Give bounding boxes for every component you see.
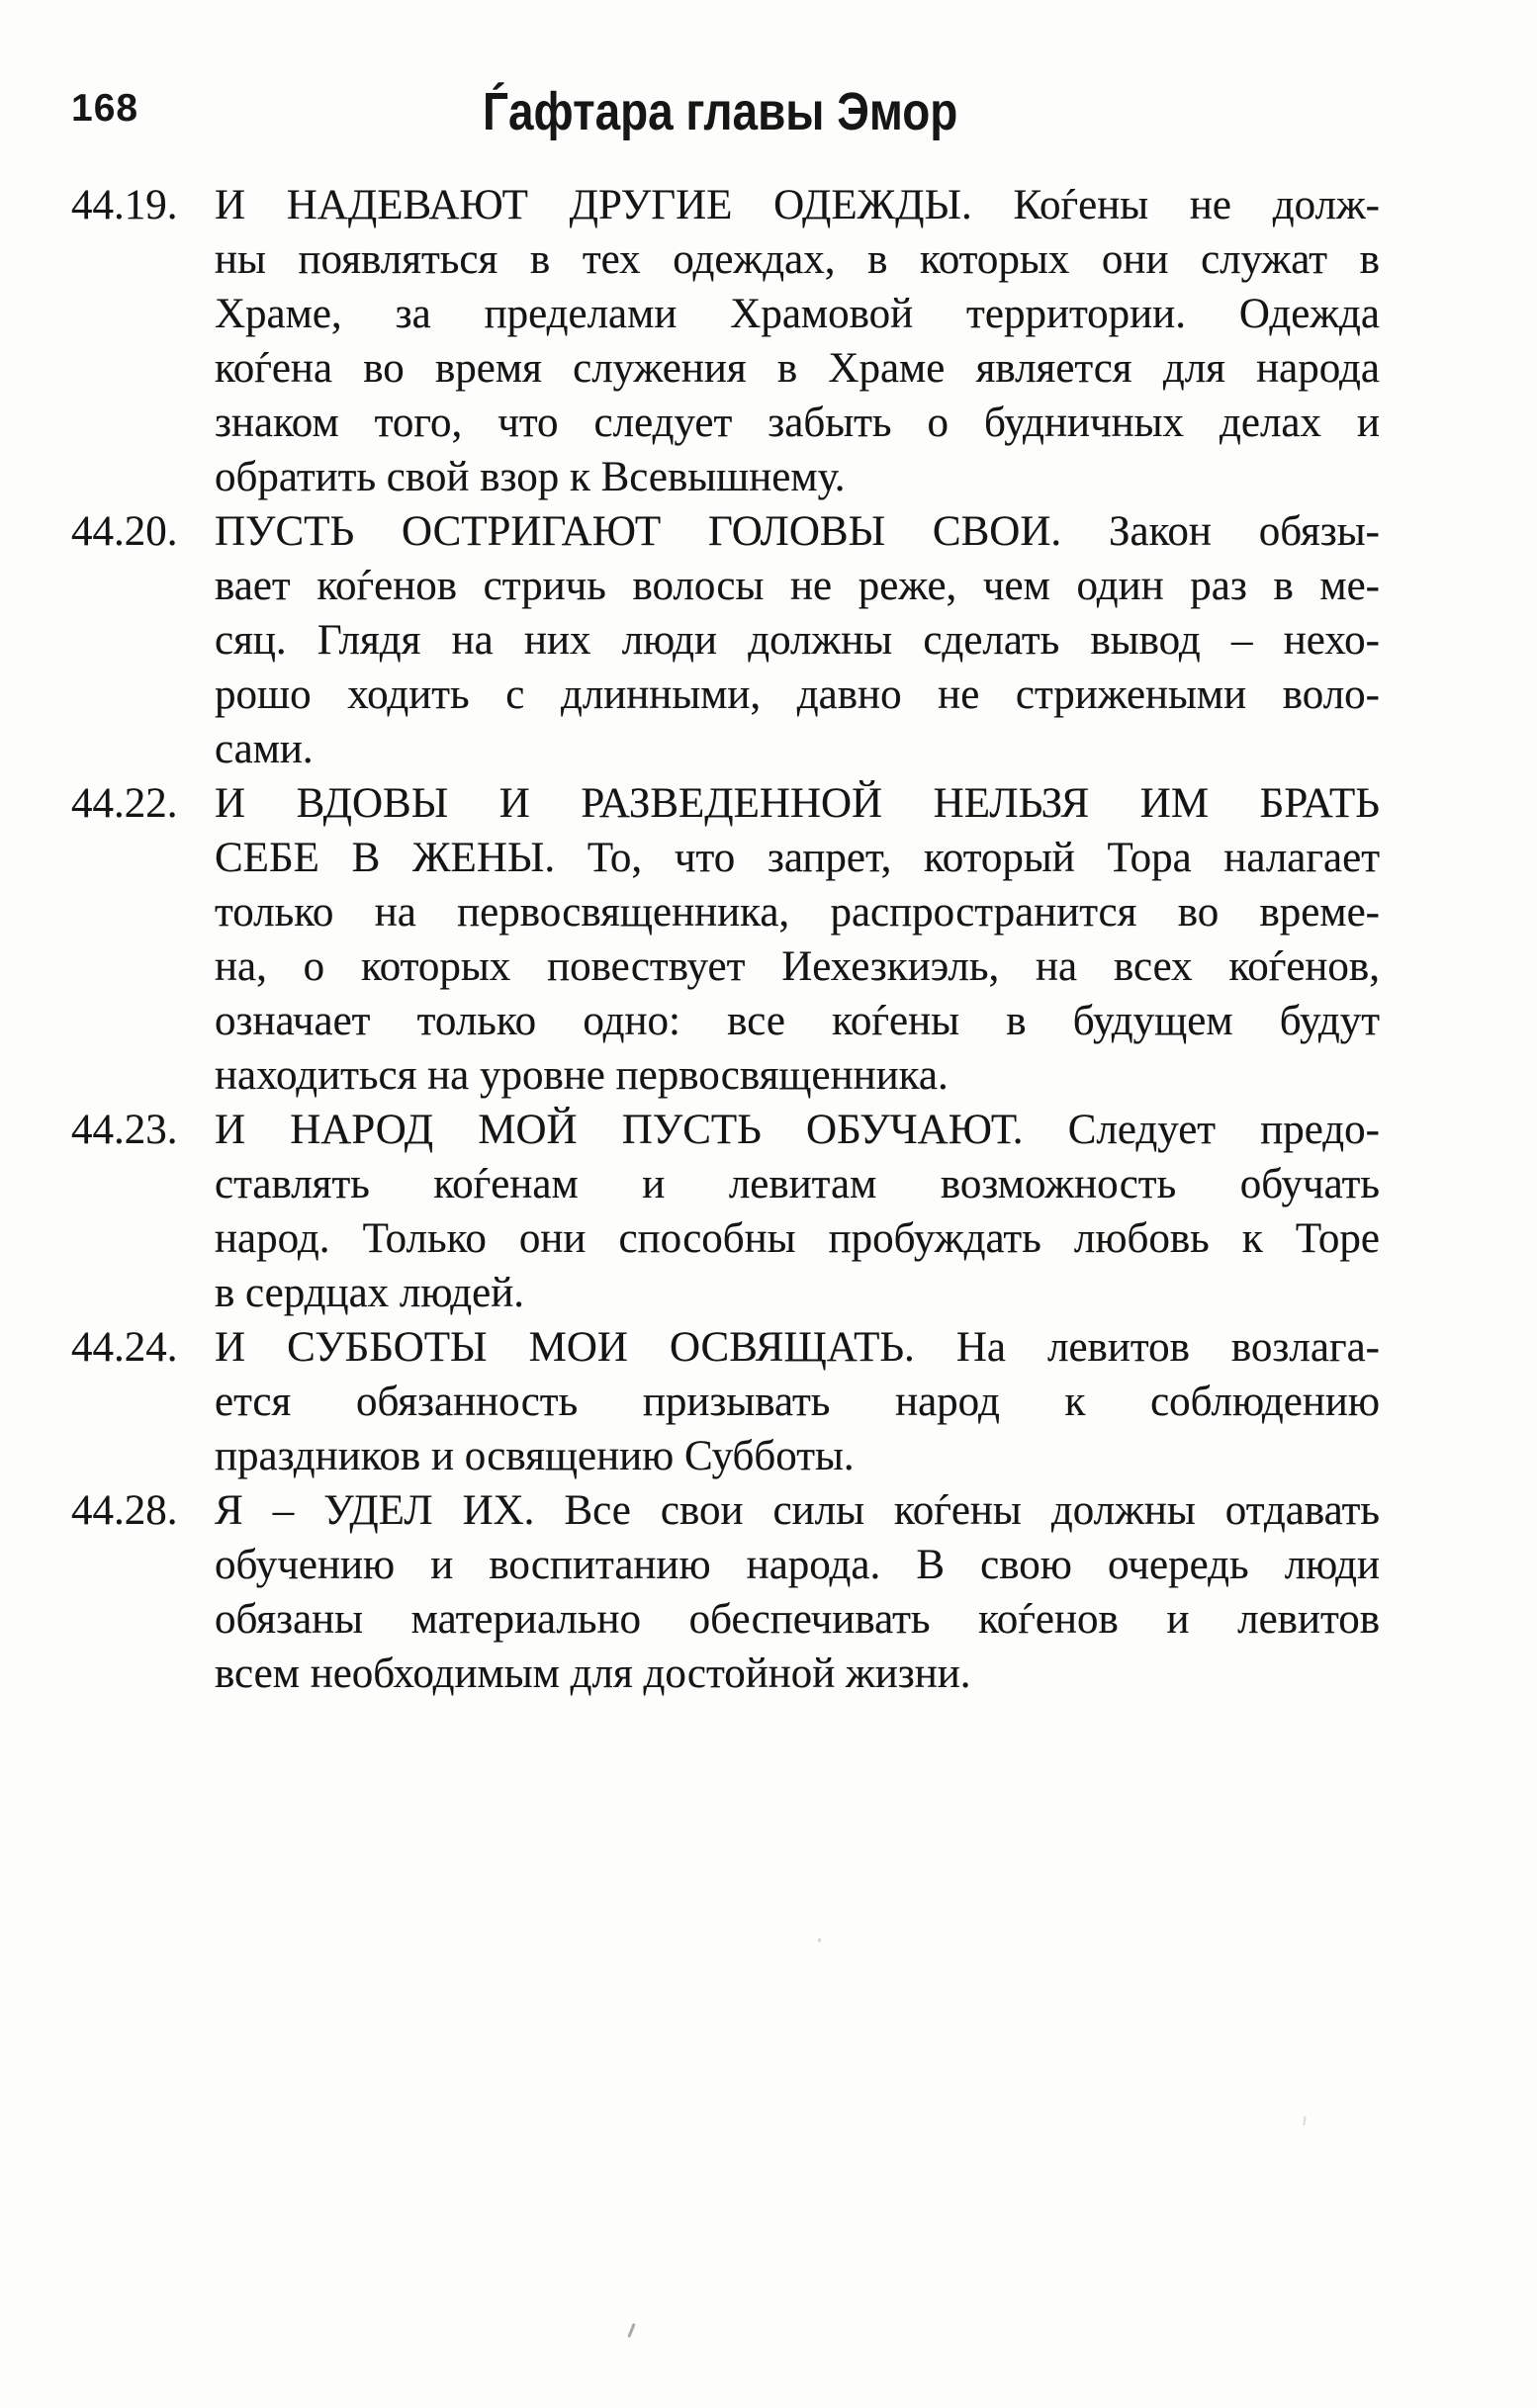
paragraph-lines	[215, 178, 1380, 504]
scan-speck	[627, 2323, 635, 2338]
page-number: 168	[71, 87, 139, 130]
text-line: всем необходимым для достойной жизни.	[215, 1650, 971, 1697]
text-line: означает только одно: все коѓены в будущем будут	[215, 998, 1380, 1044]
text-line: на, о которых повествует Иехезкиэль, на всех коѓенов,	[215, 943, 1380, 990]
paragraph-lines	[215, 1103, 1380, 1320]
commentary-paragraph	[71, 504, 1380, 776]
text-line: И СУББОТЫ МОИ ОСВЯЩАТЬ. На левитов возлага-	[215, 1324, 1380, 1371]
text-line: Храме, за пределами Храмовой территории. Одежда	[215, 291, 1380, 337]
commentary-paragraph	[71, 178, 1380, 504]
text-line: только на первосвященника, распространится во време-	[215, 889, 1380, 936]
text-line: в сердцах людей.	[215, 1270, 525, 1316]
text-line: ется обязанность призывать народ к соблюдению	[215, 1379, 1380, 1425]
text-line: обратить свой взор к Всевышнему.	[215, 454, 846, 500]
text-line: коѓена во время служения в Храме является для народа	[215, 345, 1380, 392]
text-line: вает коѓенов стричь волосы не реже, чем один раз в ме-	[215, 563, 1380, 609]
text-line: находиться на уровне первосвященника.	[215, 1052, 949, 1099]
verse-number: 44.22.	[71, 780, 178, 827]
verse-number: 44.19.	[71, 182, 178, 228]
scan-speck	[818, 1938, 821, 1942]
commentary-paragraph	[71, 1483, 1380, 1701]
verse-number: 44.20.	[71, 508, 178, 555]
commentary-paragraph	[71, 776, 1380, 1103]
paragraph-lines	[215, 1483, 1380, 1701]
text-line: обязаны материально обеспечивать коѓенов и левитов	[215, 1596, 1380, 1643]
scan-speck	[1303, 2116, 1306, 2125]
chapter-title: Ѓафтара главы Эмор	[483, 82, 958, 141]
text-line: народ. Только они способны пробуждать любовь к Торе	[215, 1215, 1380, 1262]
text-line: знаком того, что следует забыть о будничных делах и	[215, 400, 1380, 446]
text-line: ставлять коѓенам и левитам возможность обучать	[215, 1161, 1380, 1207]
verse-number: 44.28.	[71, 1487, 178, 1534]
text-line: Я – УДЕЛ ИХ. Все свои силы коѓены должны отдавать	[215, 1487, 1380, 1534]
verse-number: 44.24.	[71, 1324, 178, 1371]
text-line: рошо ходить с длинными, давно не стрижеными воло-	[215, 671, 1380, 718]
paragraph-lines	[215, 1320, 1380, 1483]
paragraph-lines	[215, 504, 1380, 776]
paragraph-lines	[215, 776, 1380, 1103]
text-line: сами.	[215, 726, 314, 772]
verse-number: 44.23.	[71, 1107, 178, 1153]
text-line: И НАРОД МОЙ ПУСТЬ ОБУЧАЮТ. Следует предо-	[215, 1107, 1380, 1153]
text-line: обучению и воспитанию народа. В свою очередь люди	[215, 1542, 1380, 1588]
text-line: И ВДОВЫ И РАЗВЕДЕННОЙ НЕЛЬЗЯ ИМ БРАТЬ	[215, 780, 1380, 827]
commentary-paragraph	[71, 1320, 1380, 1483]
text-line: ПУСТЬ ОСТРИГАЮТ ГОЛОВЫ СВОИ. Закон обязы-	[215, 508, 1380, 555]
text-line: И НАДЕВАЮТ ДРУГИЕ ОДЕЖДЫ. Коѓены не долж-	[215, 182, 1380, 228]
text-line: сяц. Глядя на них люди должны сделать вывод – нехо-	[215, 617, 1380, 664]
commentary-paragraph	[71, 1103, 1380, 1320]
text-line: праздников и освящению Субботы.	[215, 1433, 855, 1479]
text-line: ны появляться в тех одеждах, в которых они служат в	[215, 236, 1380, 283]
text-line: СЕБЕ В ЖЕНЫ. То, что запрет, который Тора налагает	[215, 835, 1380, 881]
commentary-body	[71, 178, 1380, 1701]
